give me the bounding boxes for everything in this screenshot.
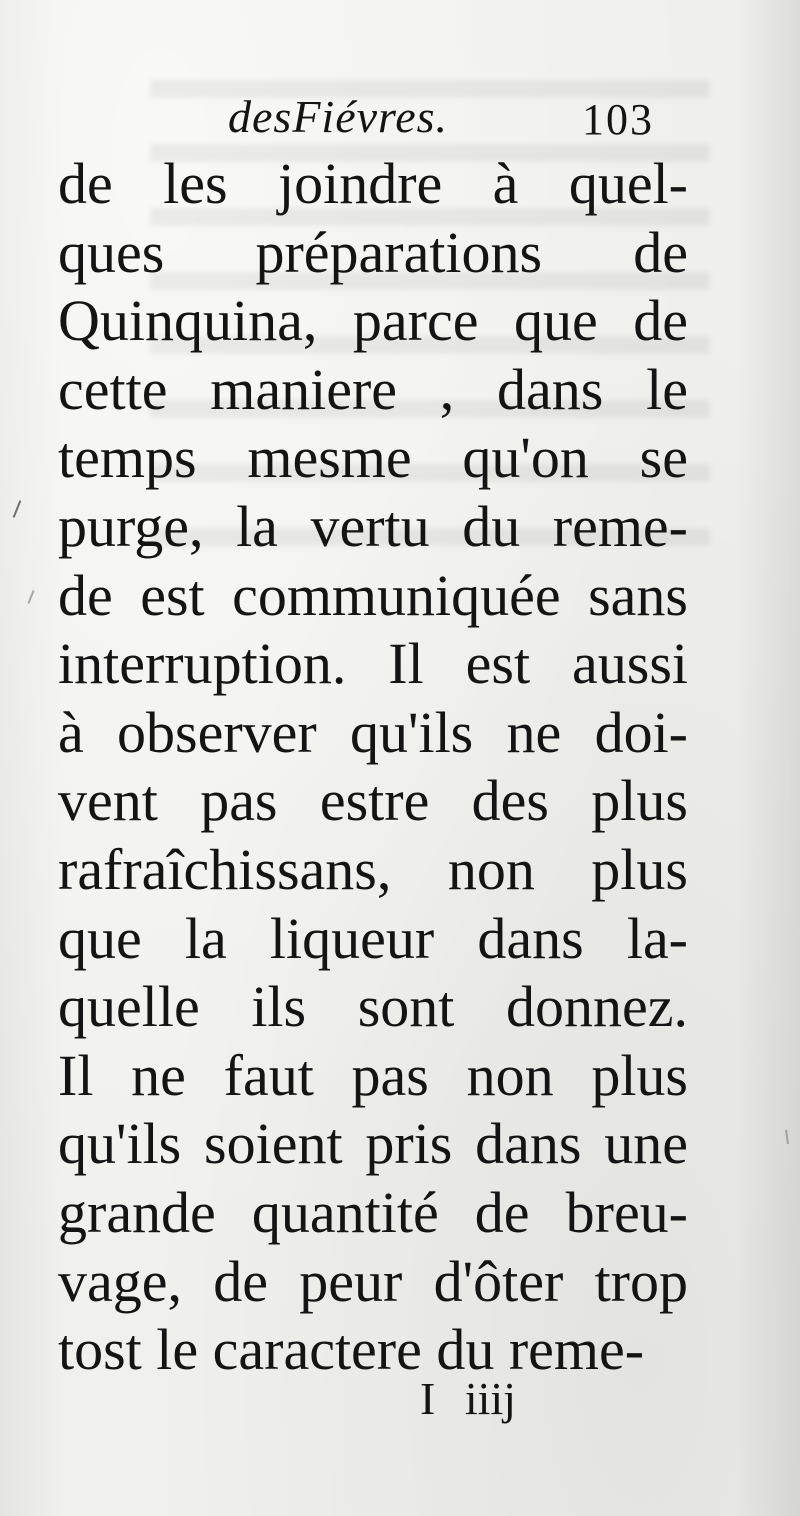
text-line: ques préparations de [58,219,688,285]
text-line: Il ne faut pas non plus [58,1042,688,1108]
margin-mark [27,590,34,604]
text-line: purge, la vertu du reme- [58,493,688,559]
text-line: de les joindre à quel- [58,151,688,216]
text-line: interruption. Il est aussi [58,631,688,697]
text-line: Quinquina, parce que de [58,288,688,354]
text-line: à observer qu'ils ne doi- [58,699,688,765]
text-line: rafraîchissans, non plus [58,836,688,902]
text-line: qu'ils soient pris dans une [58,1111,688,1177]
body-text [58,150,688,1385]
page-header [0,80,800,150]
text-line: cette maniere , dans le [58,356,688,422]
text-line: temps mesme qu'on se [58,425,688,491]
text-line: vent pas estre des plus [58,768,688,834]
running-title: desFiévres. [228,91,449,142]
text-line: que la liqueur dans la- [58,905,688,971]
text-line: quelle ils sont donnez. [58,974,688,1040]
signature-mark: I iiij [420,1373,516,1424]
margin-mark [785,1130,789,1144]
text-line: tost le caractere du reme- [58,1317,645,1383]
text-line: de est communiquée sans [58,562,688,628]
margin-mark [13,500,22,517]
page-number: 103 [582,95,654,144]
text-line: vage, de peur d'ôter trop [58,1248,688,1314]
text-line: grande quantité de breu- [58,1179,688,1245]
